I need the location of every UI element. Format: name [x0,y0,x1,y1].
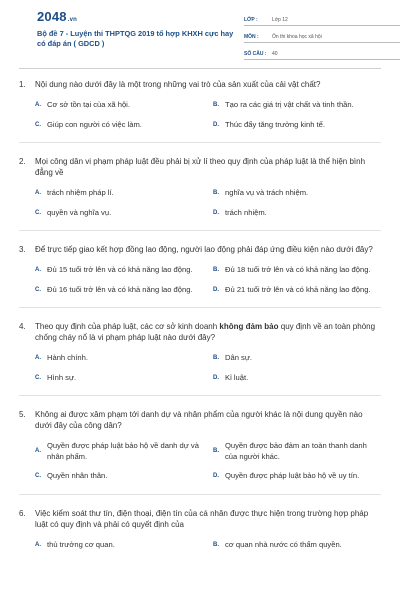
option-text: Quyền được pháp luật bảo hộ về danh dự và nhân phẩm. [47,441,199,461]
document-title: Bộ đề 7 - Luyện thi THPTQG 2019 tổ hợp KHXH cực hay có đáp án ( GDCD ) [37,29,234,48]
option-text: Đủ 15 tuổi trở lên và có khả năng lao động. [47,265,193,274]
option-b[interactable] [213,100,381,111]
question-text: Không ai được xâm phạm tới danh dự và nhân phẩm của người khác là nội dung quyền nào dưới đây của công dân? [35,410,363,430]
option-d[interactable] [213,373,381,384]
option-d[interactable] [213,208,381,219]
option-letter: D. [213,286,219,293]
stem-part: Theo quy định của pháp luật, các cơ sở kinh doanh [35,322,220,331]
question-stem [19,79,381,90]
option-letter: B. [213,190,219,196]
option-letter: D. [213,473,219,479]
option-a[interactable] [35,353,203,364]
question-divider [19,142,381,143]
option-list [19,188,381,218]
option-d[interactable] [213,471,381,482]
option-list [19,100,381,130]
option-text: Hình sự. [47,372,77,382]
option-b[interactable] [213,540,381,551]
option-letter: A. [35,448,41,455]
question-stem [19,156,381,178]
question-3 [19,244,381,308]
option-text: Quyền được bảo đảm an toàn thanh danh của người khác. [225,441,367,461]
question-1 [19,79,381,143]
option-list [19,441,381,482]
exam-meta [244,13,400,64]
option-b[interactable] [213,353,381,364]
question-number: 1. [19,80,26,89]
site-logo[interactable] [37,9,77,24]
question-text: Nội dung nào dưới đây là một trong những vai trò của sản xuất của cải vật chất? [35,80,321,89]
option-letter: B. [213,541,219,548]
option-letter: B. [213,448,219,455]
option-text: Kỉ luật. [225,372,249,382]
option-c[interactable] [35,373,203,384]
option-letter: C. [35,473,41,479]
meta-row-class [244,13,400,26]
question-number: 5. [19,410,26,419]
option-d[interactable] [213,285,381,296]
question-stem [19,409,381,431]
question-divider [19,307,381,308]
meta-value: Ôn thi khoa học xã hội [272,34,322,40]
question-number: 3. [19,245,26,254]
option-a[interactable] [35,265,203,276]
option-text: Quyền được pháp luật bảo hộ về uy tín. [225,471,360,480]
question-stem [19,244,381,255]
option-letter: C. [35,286,41,293]
question-number: 2. [19,157,26,166]
option-text: Dân sự. [225,353,253,362]
question-divider [19,395,381,396]
question-text: Việc kiểm soát thư tín, điện thoại, điện tín của cá nhân được thực hiện trong trường hợp pháp luật có quy định và phải có quyết định của [35,508,369,529]
option-list [19,265,381,295]
option-c[interactable] [35,285,203,296]
meta-value: 40 [272,51,278,57]
option-a[interactable] [35,100,203,111]
option-list [19,353,381,383]
option-a[interactable] [35,441,203,462]
meta-label: SỐ CÂU : [244,51,267,57]
meta-value: Lớp 12 [272,17,288,23]
option-letter: A. [35,190,41,196]
option-b[interactable] [213,441,381,462]
question-text: Để trực tiếp giao kết hợp đồng lao động, người lao động phải đáp ứng điều kiện nào dưới đây? [35,245,373,254]
option-text: Đủ 18 tuổi trở lên và có khả năng lao động. [225,265,371,274]
option-text: quyền và nghĩa vụ. [47,207,112,217]
meta-label: LỚP : [244,17,258,23]
option-letter: A. [35,102,41,108]
meta-row-count [244,47,400,60]
option-a[interactable] [35,540,203,551]
option-letter: D. [213,121,219,128]
option-letter: D. [213,209,219,216]
option-a[interactable] [35,188,203,199]
question-5 [19,409,381,495]
option-text: Giúp con người có việc làm. [47,119,142,129]
option-b[interactable] [213,265,381,276]
option-letter: A. [35,267,41,273]
question-2 [19,156,381,231]
question-number: 6. [19,508,26,518]
option-list [19,540,381,551]
question-number: 4. [19,322,26,331]
option-letter: B. [213,267,219,273]
question-divider [19,230,381,231]
option-c[interactable] [35,471,203,482]
option-text: Cơ sở tồn tại của xã hội. [47,100,130,109]
option-b[interactable] [213,188,381,199]
option-letter: C. [35,121,41,128]
option-letter: A. [35,541,41,548]
option-letter: D. [213,374,219,381]
option-text: Tạo ra các giá trị vật chất và tinh thần. [225,100,354,109]
header-divider [19,68,381,69]
page-header [18,0,382,70]
stem-part: quy định về an toàn phòng chống cháy nổ là vi phạm pháp luật nào dưới đây? [35,322,376,342]
option-d[interactable] [213,120,381,131]
logo-main: 2048 [37,9,67,24]
option-letter: B. [213,102,219,108]
meta-row-subject [244,30,400,43]
question-text: Mọi công dân vi phạm pháp luật đều phải bị xử lí theo quy định của pháp luật là thể hiện bình đẳng về [35,157,366,177]
option-text: nghĩa vụ và trách nhiệm. [225,188,309,197]
logo-suffix: .vn [67,17,78,23]
option-text: cơ quan nhà nước có thẩm quyền. [225,539,342,549]
option-text: Hành chính. [47,353,88,362]
option-text: thủ trưởng cơ quan. [47,539,115,549]
option-letter: B. [213,355,219,361]
question-stem [19,321,381,343]
option-letter: C. [35,209,41,216]
meta-label: MÔN : [244,34,259,40]
question-divider [19,494,381,495]
option-text: trách nhiệm pháp lí. [47,188,114,197]
option-text: Đủ 16 tuổi trở lên và có khả năng lao động. [47,284,193,294]
option-text: Đủ 21 tuổi trở lên và có khả năng lao động. [225,284,371,294]
question-text [35,321,381,343]
option-text: trách nhiệm. [225,207,267,217]
question-stem [19,508,381,530]
question-6 [19,508,381,551]
option-text: Thúc đẩy tăng trưởng kinh tế. [225,119,325,129]
option-c[interactable] [35,208,203,219]
option-c[interactable] [35,120,203,131]
question-4 [19,321,381,396]
option-text: Quyền nhân thân. [47,471,108,480]
stem-emphasis: không đảm bảo [219,322,279,331]
option-letter: A. [35,355,41,361]
question-list [19,79,381,563]
option-letter: C. [35,374,41,381]
